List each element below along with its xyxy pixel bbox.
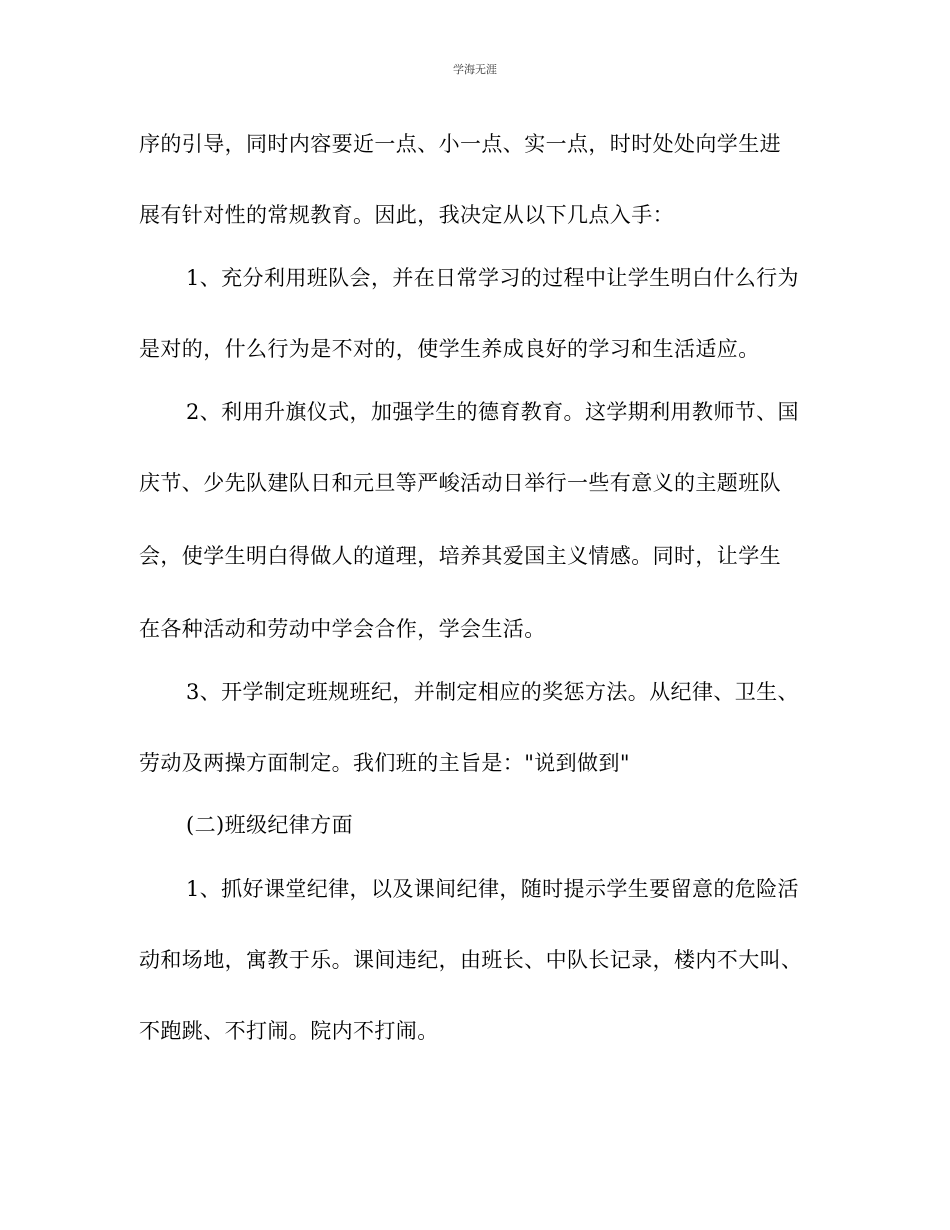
body-line-14: 不跑跳、不打闹。院内不打闹。 xyxy=(139,1019,439,1043)
body-line-7: 会，使学生明白得做人的道理，培养其爱国主义情感。同时，让学生 xyxy=(139,544,781,568)
section-heading: (二)班级纪律方面 xyxy=(186,813,353,837)
body-line-5: 2、利用升旗仪式，加强学生的德育教育。这学期利用教师节、国 xyxy=(186,400,799,424)
body-line-1: 序的引导，同时内容要近一点、小一点、实一点，时时处处向学生进 xyxy=(139,132,781,156)
body-line-8: 在各种活动和劳动中学会合作，学会生活。 xyxy=(139,617,546,641)
body-line-10: 劳动及两操方面制定。我们班的主旨是："说到做到" xyxy=(139,751,630,775)
body-line-2: 展有针对性的常规教育。因此，我决定从以下几点入手： xyxy=(139,203,674,227)
body-line-9: 3、开学制定班规班纪，并制定相应的奖惩方法。从纪律、卫生、 xyxy=(186,680,799,704)
body-line-4: 是对的，什么行为是不对的，使学生养成良好的学习和生活适应。 xyxy=(139,337,760,361)
page-header: 学海无涯 xyxy=(453,63,497,76)
body-line-3: 1、充分利用班队会，并在日常学习的过程中让学生明白什么行为 xyxy=(186,266,799,290)
body-line-12: 1、抓好课堂纪律，以及课间纪律，随时提示学生要留意的危险活 xyxy=(186,877,799,901)
body-line-13: 动和场地，寓教于乐。课间违纪，由班长、中队长记录，楼内不大叫、 xyxy=(139,948,803,972)
body-line-6: 庆节、少先队建队日和元旦等严峻活动日举行一些有意义的主题班队 xyxy=(139,471,781,495)
